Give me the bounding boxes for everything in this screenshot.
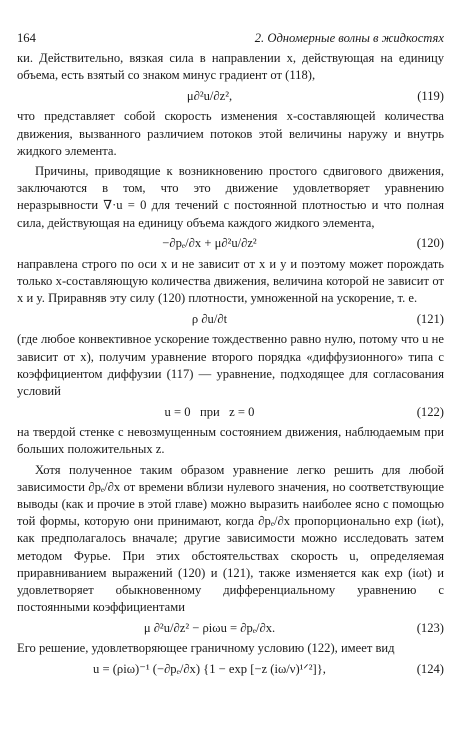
- paragraph-3: Причины, приводящие к возникновению простого сдвигового движения, заключаются в том, что это движение удовлетворяет уравнению неразрывности ∇·u = 0 для течений с постоянной плотностью и что полная сила, действующая на единицу объема каждого жидкого элемента,: [17, 164, 444, 230]
- paragraph-7: Хотя полученное таким образом уравнение легко решить для любой зависимости ∂pₑ/∂x от времени вблизи нулевого значения, но соответствующие выводы (как и прочие в этой главе) можно выразить наиболее ясно с помощью той формы, которую они принимают, когда ∂pₑ/∂x пропорционально exp (iωt), как предполагалось вначале; другие зависимости можно исследовать затем методом Фурье. При этих обстоятельствах скорость u, определяемая приравниванием выражений (120) и (121), также изменяется как exp (iωt) и удовлетворяет обыкновенному дифференциальному уравнению с постоянными коэффициентами: [17, 462, 444, 615]
- paragraph-6: на твердой стенке с невозмущенным состоянием движения, наблюдаемым при больших положительных z.: [17, 425, 444, 457]
- equation-formula: μ ∂²u/∂z² − ρiωu = ∂pₑ/∂x.: [143, 620, 276, 635]
- paragraph-2: что представляет собой скорость изменения x-составляющей количества движения, вызванного различием потоков этой величины наружу и внутрь жидкого элемента.: [17, 109, 444, 158]
- equation-119: [17, 84, 444, 108]
- equation-formula: −∂pₑ/∂x + μ∂²u/∂z²: [162, 236, 257, 251]
- equation-120: [17, 232, 444, 256]
- equation-formula: u = 0 при z = 0: [164, 404, 255, 419]
- equation-number: (122): [416, 404, 444, 419]
- paragraph-8: Его решение, удовлетворяющее граничному условию (122), имеет вид: [17, 641, 395, 656]
- equation-number: (124): [416, 662, 444, 677]
- paragraph-1: ки. Действительно, вязкая сила в направлении x, действующая на единицу объема, есть взятый со знаком минус градиент от (118),: [17, 51, 444, 83]
- paragraph-4: направлена строго по оси x и не зависит от x и y и поэтому может порождать только x-составляющую количества движения, величина которой не зависит от x и y. Приравняв эту силу (120) плотности, умноженной на ускорение, т. е.: [17, 256, 444, 306]
- equation-123: [17, 616, 444, 640]
- equation-formula: μ∂²u/∂z²,: [186, 88, 233, 103]
- equation-formula: ρ ∂u/∂t: [191, 311, 228, 326]
- page-header: [17, 30, 444, 50]
- running-title: 2. Одномерные волны в жидкостях: [254, 31, 444, 45]
- equation-number: (121): [416, 311, 444, 326]
- equation-124: [17, 658, 444, 682]
- equation-formula: u = (ρiω)⁻¹ (−∂pₑ/∂x) {1 − exp [−z (iω/ν)¹ᐟ²]},: [93, 662, 326, 677]
- equation-number: (119): [417, 88, 444, 103]
- paragraph-5: (где любое конвективное ускорение тождественно равно нулю, потому что u не зависит от x), получим уравнение второго порядка «диффузионного» типа с коэффициентом диффузии (117) — уравнение, подходящее для согласования условий: [17, 332, 444, 399]
- equation-number: (123): [416, 620, 444, 635]
- equation-122: [17, 400, 444, 424]
- equation-number: (120): [416, 236, 444, 251]
- page-number: 164: [17, 31, 36, 45]
- equation-121: [17, 307, 444, 331]
